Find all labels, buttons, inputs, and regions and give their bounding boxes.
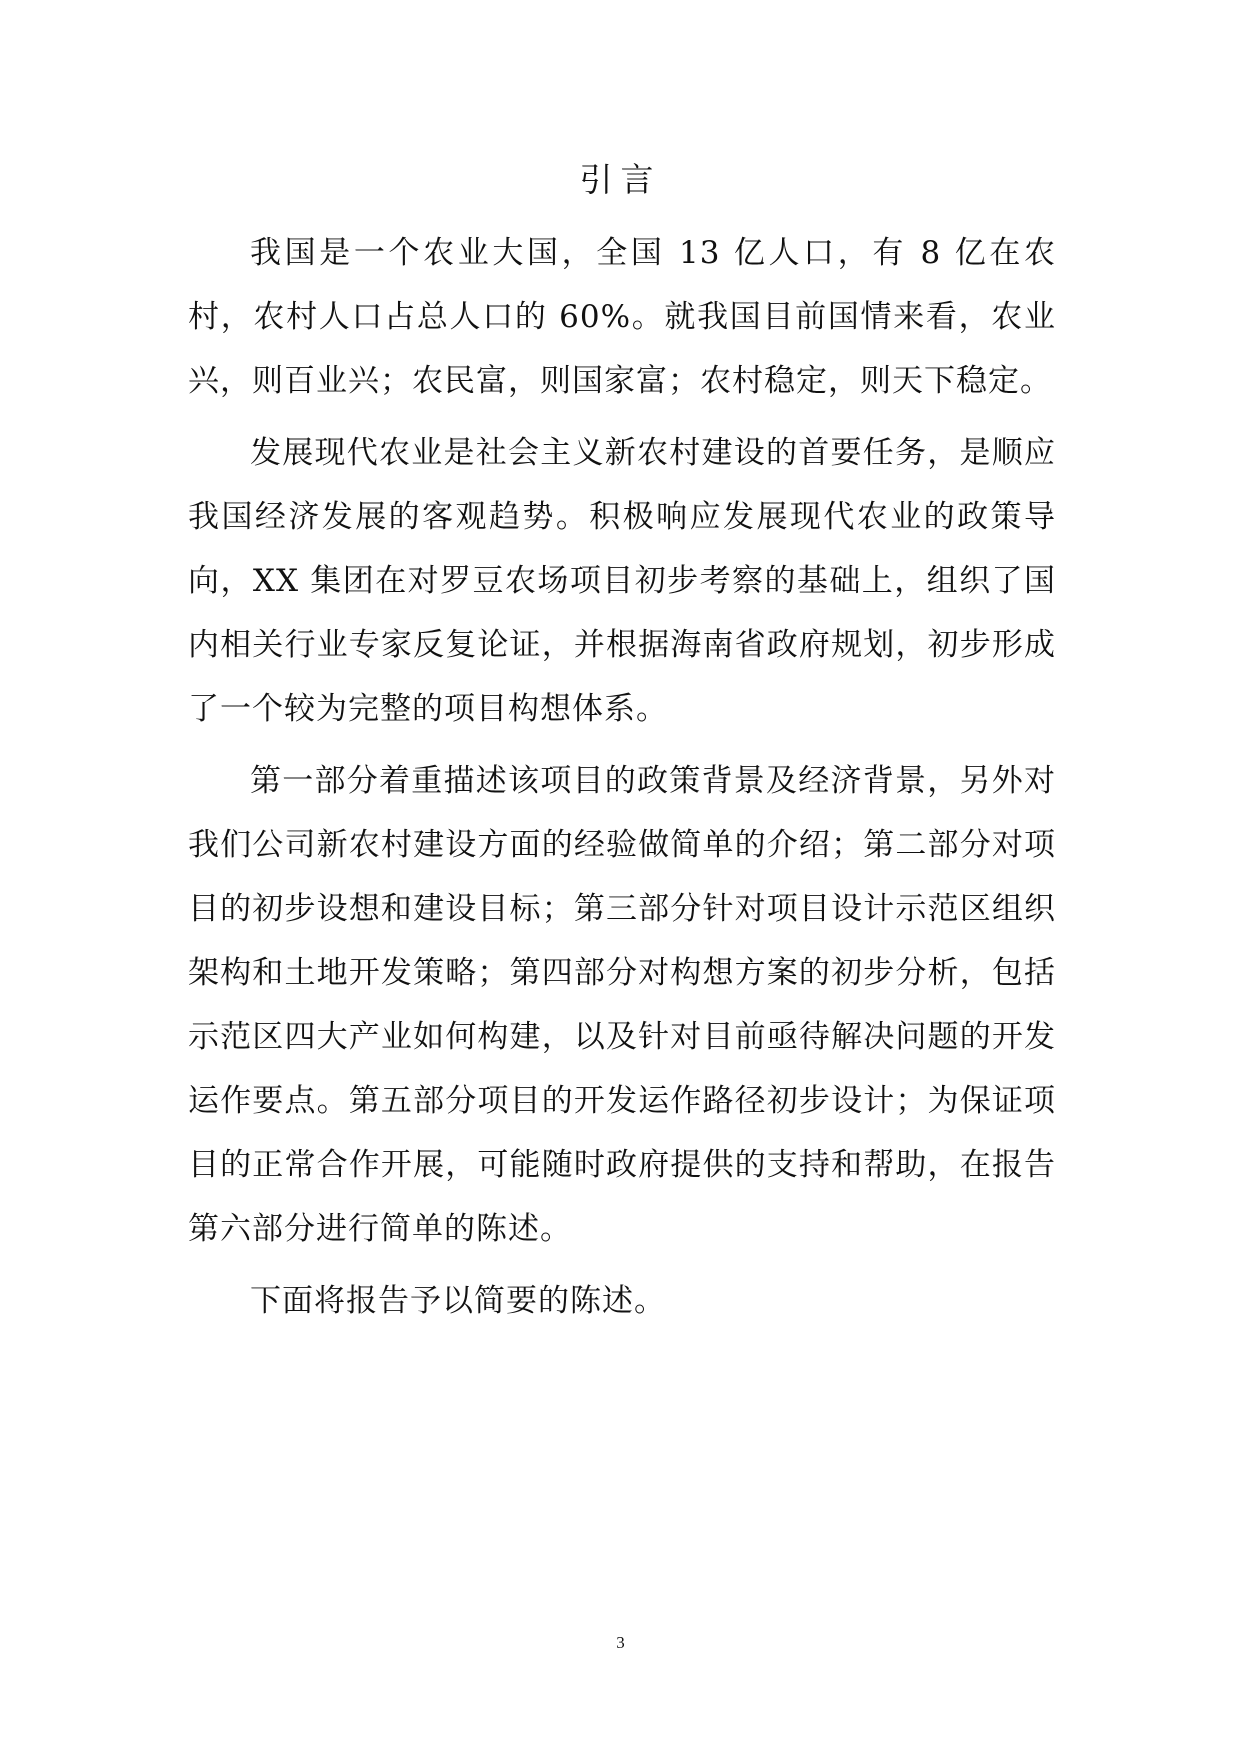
paragraph-intro-agriculture: 我国是一个农业大国，全国 13 亿人口，有 8 亿在农村，农村人口占总人口的 60%。就我国目前国情来看，农业兴，则百业兴；农民富，则国家富；农村稳定，则天下稳定。 bbox=[188, 235, 1056, 399]
page-title: 引言 bbox=[579, 160, 662, 199]
paragraph-project-background: 发展现代农业是社会主义新农村建设的首要任务，是顺应我国经济发展的客观趋势。积极响应发展现代农业的政策导向，XX 集团在对罗豆农场项目初步考察的基础上，组织了国内相关行业专家反复论证，并根据海南省政府规划，初步形成了一个较为完整的项目构想体系。 bbox=[188, 435, 1056, 727]
document-body bbox=[188, 221, 1056, 1341]
page-number: 3 bbox=[616, 1633, 625, 1652]
paragraph-report-structure: 第一部分着重描述该项目的政策背景及经济背景，另外对我们公司新农村建设方面的经验做简单的介绍；第二部分对项目的初步设想和建设目标；第三部分针对项目设计示范区组织架构和土地开发策略；第四部分对构想方案的初步分析，包括示范区四大产业如何构建，以及针对目前亟待解决问题的开发运作要点。第五部分项目的开发运作路径初步设计；为保证项目的正常合作开展，可能随时政府提供的支持和帮助，在报告第六部分进行简单的陈述。 bbox=[188, 763, 1056, 1247]
paragraph-summary-intro: 下面将报告予以简要的陈述。 bbox=[250, 1283, 666, 1319]
